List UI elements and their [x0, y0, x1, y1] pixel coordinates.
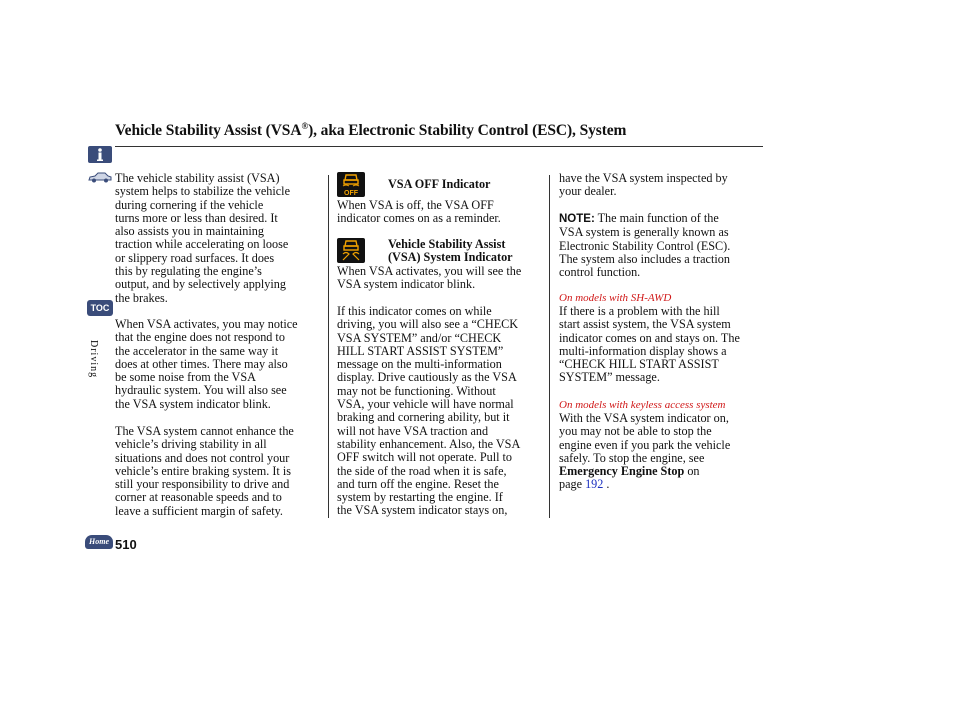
col3-paragraph-1: have the VSA system inspected by your dealer.	[559, 171, 728, 199]
emergency-stop-ref: Emergency Engine Stop	[559, 464, 685, 479]
col1-paragraph-2: When VSA activates, you may notice that the engine does not respond to the accelerator in the same way it does at other times. There may also be some noise from the VSA hydraulic system. You will also see the VSA system indicator blink.	[115, 317, 298, 411]
page-192-link[interactable]: 192	[585, 477, 604, 492]
home-button[interactable]: Home	[85, 535, 113, 549]
section-label: Driving	[88, 340, 99, 379]
col3-paragraph-2: If there is a problem with the hill start assist system, the VSA system indicator comes on and stays on. The multi-information display shows a “CHECK HILL START ASSIST SYSTEM” message.	[559, 304, 740, 385]
vsa-off-heading: VSA OFF Indicator	[388, 177, 491, 191]
svg-text:OFF: OFF	[344, 190, 358, 197]
col1-paragraph-1: The vehicle stability assist (VSA) system helps to stabilize the vehicle during cornering if the vehicle turns more or less than desired. It also assists you in maintaining traction while accelerating on loose or slippery road surfaces. It does this by regulating the engine’s output, and by selectively applying the brakes.	[115, 171, 290, 305]
vsa-off-body: When VSA is off, the VSA OFF indicator comes on as a reminder.	[337, 198, 501, 226]
vsa-system-heading: Vehicle Stability Assist (VSA) System Indicator	[388, 237, 513, 265]
column-divider	[328, 175, 329, 518]
model-label-keyless: On models with keyless access system	[559, 399, 726, 411]
column-divider	[549, 175, 550, 518]
page-number: 510	[115, 537, 137, 552]
info-icon[interactable]	[88, 146, 112, 163]
model-label-sh-awd: On models with SH-AWD	[559, 292, 672, 304]
col2-paragraph-3: If this indicator comes on while driving, you will also see a “CHECK VSA SYSTEM” and/or “CHECK HILL START ASSIST SYSTEM” message on the multi-information display. Drive cautiously as the VSA may not be functioning. Without VSA, your vehicle will have normal braking and cornering ability, but it will not have VSA traction and stability enhancement. Also, the VSA OFF switch will not operate. Pull to the side of the road when it is safe, and turn off the engine. Reset the system by restarting the engine. If the VSA system indicator stays on,	[337, 304, 521, 518]
car-icon[interactable]	[87, 170, 113, 182]
col1-paragraph-3: The VSA system cannot enhance the vehicle’s driving stability in all situations and does not control your vehicle’s entire braking system. It is still your responsibility to drive and corner at reasonable speeds and to leave a sufficient margin of safety.	[115, 424, 294, 518]
page-title: Vehicle Stability Assist (VSA®), aka Electronic Stability Control (ESC), System	[115, 121, 627, 140]
toc-button[interactable]: TOC	[87, 300, 113, 316]
note-label: NOTE:	[559, 213, 595, 225]
vsa-off-indicator-icon	[337, 172, 365, 197]
note-paragraph: NOTE: The main function of the VSA system is generally known as Electronic Stability Control (ESC). The system also includes a traction control function.	[559, 211, 731, 280]
vsa-system-body: When VSA activates, you will see the VSA system indicator blink.	[337, 264, 522, 292]
title-divider	[115, 146, 763, 147]
vsa-system-indicator-icon	[337, 238, 365, 263]
col3-paragraph-3: With the VSA system indicator on, you may not be able to stop the engine even if you park the vehicle safely. To stop the engine, see Emergency Engine Stop on page 192 .	[559, 411, 731, 492]
